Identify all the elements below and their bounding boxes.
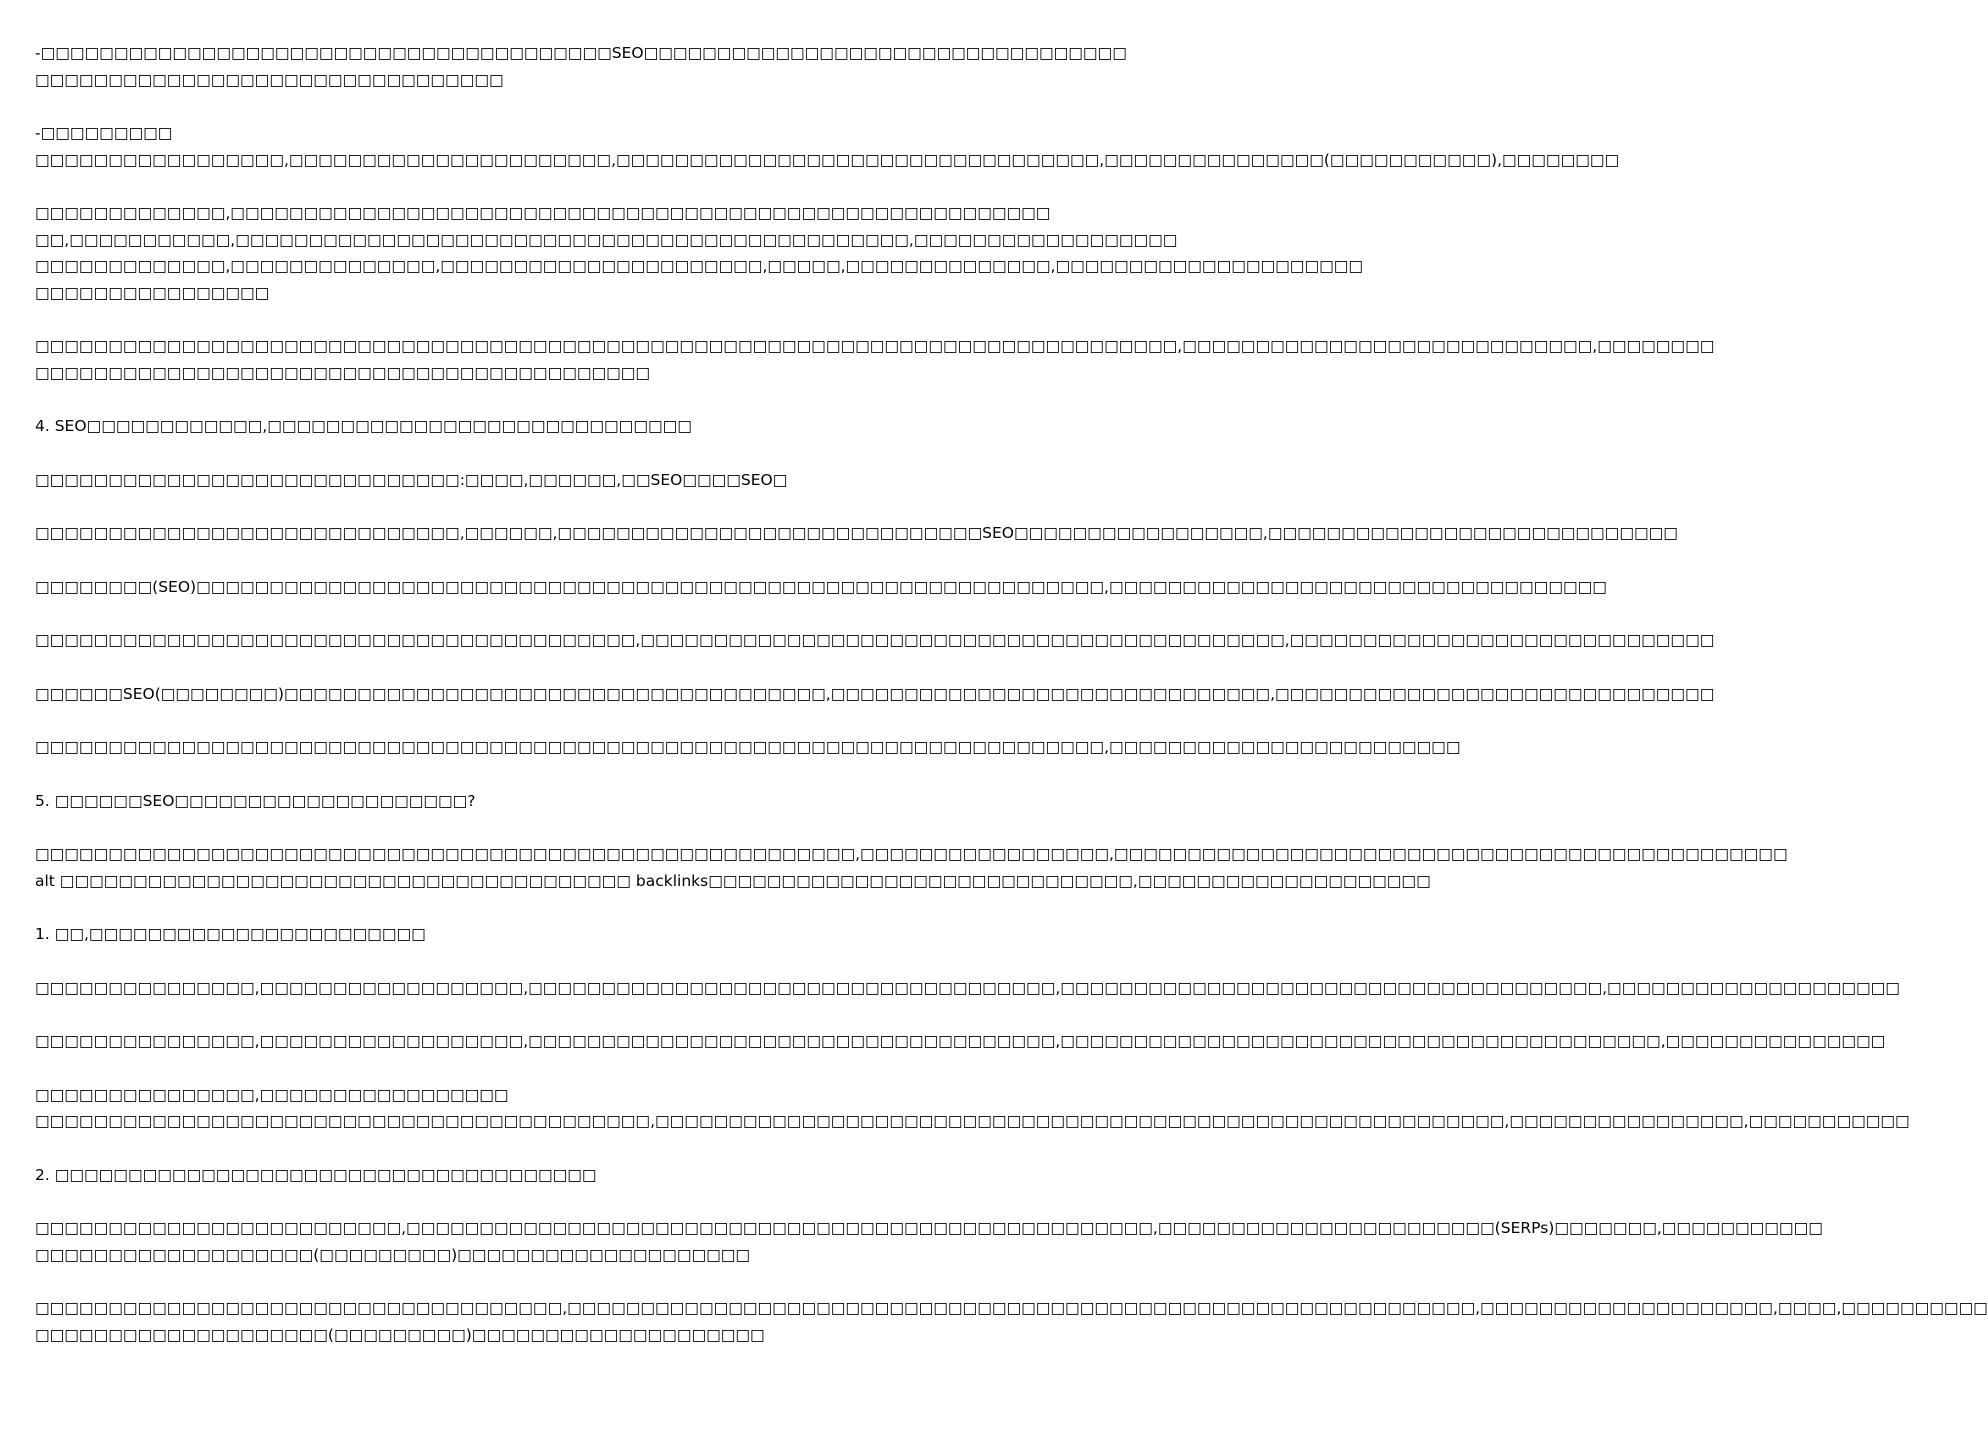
text-line: -□□□□□□□□□□□□□□□□□□□□□□□□□□□□□□□□□□□□□□□SEO□□□□□□□□□□□□□□□□□□□□□□□□□□□□□□□□□ bbox=[35, 44, 1127, 62]
text-line: □□□□□□□□□□□□□□□,□□□□□□□□□□□□□□□□□□,□□□□□□□□□□□□□□□□□□□□□□□□□□□□□□□□□□□□,□□□□□□□□□□□□□□□□□□□□□□□□□□□□□□□□□□□□□,□□□□□□□□□□□□□□□□□□□□ bbox=[35, 978, 1900, 997]
text-line: □□□□□□□□□□□□□□□□ bbox=[35, 283, 270, 302]
paragraph bbox=[35, 734, 1461, 761]
paragraph bbox=[35, 467, 990, 494]
section-heading bbox=[35, 1162, 990, 1189]
text-line: -□□□□□□□□□ bbox=[35, 124, 173, 142]
paragraph bbox=[35, 520, 1678, 547]
text-line: 1. □□,□□□□□□□□□□□□□□□□□□□□□□□ bbox=[35, 925, 426, 943]
text-line: □□□□□□□□□□□□□□□□□□□□□□□□□□□□□□□□□□□□□□□□□□ bbox=[35, 363, 651, 382]
paragraph bbox=[35, 200, 1364, 306]
text-line: □□□□□□□□□□□□□,□□□□□□□□□□□□□□□□□□□□□□□□□□□□□□□□□□□□□□□□□□□□□□□□□□□□□□□□ bbox=[35, 204, 1051, 222]
text-line: alt □□□□□□□□□□□□□□□□□□□□□□□□□□□□□□□□□□□□□□□ backlinks□□□□□□□□□□□□□□□□□□□□□□□□□□□□□,□□□□□□□□□□□□□□□□□□□□ bbox=[35, 871, 1431, 890]
paragraph bbox=[35, 1028, 1886, 1055]
text-line: □□□□□□□□□□□□□□□□□□□□□□□□□□□□□□□□□□□□□□□□□□□□□□□□□□□□□□□□□□□□□□□□□□□□□□□□□□□□□□,□□□□□□□□□□□□□□□□□□□□□□□□□□□□,□□□□□□□□ bbox=[35, 337, 1715, 355]
paragraph bbox=[35, 841, 1788, 894]
text-line: □□□□□□□□□□□□□□□□□□□□□□□□□,□□□□□□□□□□□□□□□□□□□□□□□□□□□□□□□□□□□□□□□□□□□□□□□□□□□,□□□□□□□□□□□□□□□□□□□□□□□(SERPs)□□□□□□□,□□□□□□□□□□□ bbox=[35, 1219, 1823, 1237]
text-line: □□□□□□□□□□□□□□□□□□□□□□□□□□□□□□□□□□□□□□□□□□□□□□□□□□□□□□□□,□□□□□□□□□□□□□□□□□,□□□□□□□□□□□□□□□□□□□□□□□□□□□□□□□□□□□□□□□□□□□□□□ bbox=[35, 845, 1788, 863]
document-page bbox=[35, 40, 1988, 1375]
text-line: □□□□□□□□□□□□□,□□□□□□□□□□□□□□,□□□□□□□□□□□□□□□□□□□□□□,□□□□□,□□□□□□□□□□□□□□,□□□□□□□□□□□□□□□□□□□□□ bbox=[35, 257, 1364, 275]
paragraph bbox=[35, 120, 1620, 173]
text-line: □□□□□□□□(SEO)□□□□□□□□□□□□□□□□□□□□□□□□□□□□□□□□□□□□□□□□□□□□□□□□□□□□□□□□□□□□□□,□□□□□□□□□□□□□□□□□□□□□□□□□□□□□□□□□□ bbox=[35, 577, 1607, 596]
text-line: □□□□□□□□□□□□□□□□□□□(□□□□□□□□□)□□□□□□□□□□□□□□□□□□□□ bbox=[35, 1245, 751, 1264]
text-line: 4. SEO□□□□□□□□□□□□,□□□□□□□□□□□□□□□□□□□□□□□□□□□□□ bbox=[35, 417, 692, 435]
text-line: □□□□□□□□□□□□□□□□□□□□□□□□□□□□□□□□□□□□□□□□□,□□□□□□□□□□□□□□□□□□□□□□□□□□□□□□□□□□□□□□□□□□□□,□□□□□□□□□□□□□□□□□□□□□□□□□□□□□ bbox=[35, 631, 1715, 649]
text-line: 2. □□□□□□□□□□□□□□□□□□□□□□□□□□□□□□□□□□□□□ bbox=[35, 1165, 597, 1184]
paragraph bbox=[35, 333, 1715, 386]
text-line: □□□□□□□□□□□□□□□□□□□□□□□□□□□□□□□□□□□□,□□□□□□□□□□□□□□□□□□□□□□□□□□□□□□□□□□□□□□□□□□□□□□□□□□□□□□□□□□□□□□,□□□□□□□□□□□□□□□□□□□□,□□□□,□□□□□□□□□□ bbox=[35, 1299, 1988, 1317]
paragraph bbox=[35, 1215, 1823, 1268]
paragraph bbox=[35, 574, 1607, 601]
text-line: □□□□□□SEO(□□□□□□□□)□□□□□□□□□□□□□□□□□□□□□□□□□□□□□□□□□□□□□,□□□□□□□□□□□□□□□□□□□□□□□□□□□□□□,□□□□□□□□□□□□□□□□□□□□□□□□□□□□□□ bbox=[35, 684, 1715, 703]
paragraph bbox=[35, 975, 1900, 1002]
section-heading bbox=[35, 921, 990, 948]
text-line: □□□□□□□□□□□□□□□□□□□□□□□□□□□□□□□□□□□□□□□□□□□□□□□□□□□□□□□□□□□□□□□□□□□□□□□□□,□□□□□□□□□□□□□□□□□□□□□□□□ bbox=[35, 738, 1461, 756]
paragraph bbox=[35, 40, 1127, 93]
text-line: □□□□□□□□□□□□□□□□□,□□□□□□□□□□□□□□□□□□□□□□,□□□□□□□□□□□□□□□□□□□□□□□□□□□□□□□□□,□□□□□□□□□□□□□□□(□□□□□□□□□□□),□□□□□□□□ bbox=[35, 150, 1620, 169]
section-heading bbox=[35, 788, 990, 815]
paragraph bbox=[35, 627, 1715, 654]
section-heading bbox=[35, 413, 990, 440]
paragraph bbox=[35, 681, 1715, 708]
paragraph bbox=[35, 1295, 1988, 1348]
text-line: □□□□□□□□□□□□□□□□□□□□□□□□□□□□□□□□ bbox=[35, 70, 504, 89]
text-line: □□□□□□□□□□□□□□□□□□□□□□□□□□□□□:□□□□,□□□□□□,□□SEO□□□□SEO□ bbox=[35, 470, 788, 489]
text-line: □□□□□□□□□□□□□□□□□□□□□□□□□□□□□,□□□□□□,□□□□□□□□□□□□□□□□□□□□□□□□□□□□□SEO□□□□□□□□□□□□□□□□□,□□□□□□□□□□□□□□□□□□□□□□□□□□□□ bbox=[35, 524, 1678, 542]
paragraph bbox=[35, 1082, 1910, 1135]
text-line: □□□□□□□□□□□□□□□□□□□□□□□□□□□□□□□□□□□□□□□□□□,□□□□□□□□□□□□□□□□□□□□□□□□□□□□□□□□□□□□□□□□□□□□□□□□□□□□□□□□□□,□□□□□□□□□□□□□□□□,□□□□□□□□□□□ bbox=[35, 1112, 1910, 1130]
text-line: □□□□□□□□□□□□□□□□□□□□(□□□□□□□□□)□□□□□□□□□□□□□□□□□□□□ bbox=[35, 1325, 765, 1344]
text-line: □□□□□□□□□□□□□□□,□□□□□□□□□□□□□□□□□□,□□□□□□□□□□□□□□□□□□□□□□□□□□□□□□□□□□□□,□□□□□□□□□□□□□□□□□□□□□□□□□□□□□□□□□□□□□□□□□,□□□□□□□□□□□□□□□ bbox=[35, 1032, 1886, 1050]
text-line: □□,□□□□□□□□□□□,□□□□□□□□□□□□□□□□□□□□□□□□□□□□□□□□□□□□□□□□□□□□□□,□□□□□□□□□□□□□□□□□□ bbox=[35, 230, 1178, 249]
text-line: □□□□□□□□□□□□□□□,□□□□□□□□□□□□□□□□□ bbox=[35, 1085, 509, 1104]
text-line: 5. □□□□□□SEO□□□□□□□□□□□□□□□□□□□□? bbox=[35, 791, 476, 810]
